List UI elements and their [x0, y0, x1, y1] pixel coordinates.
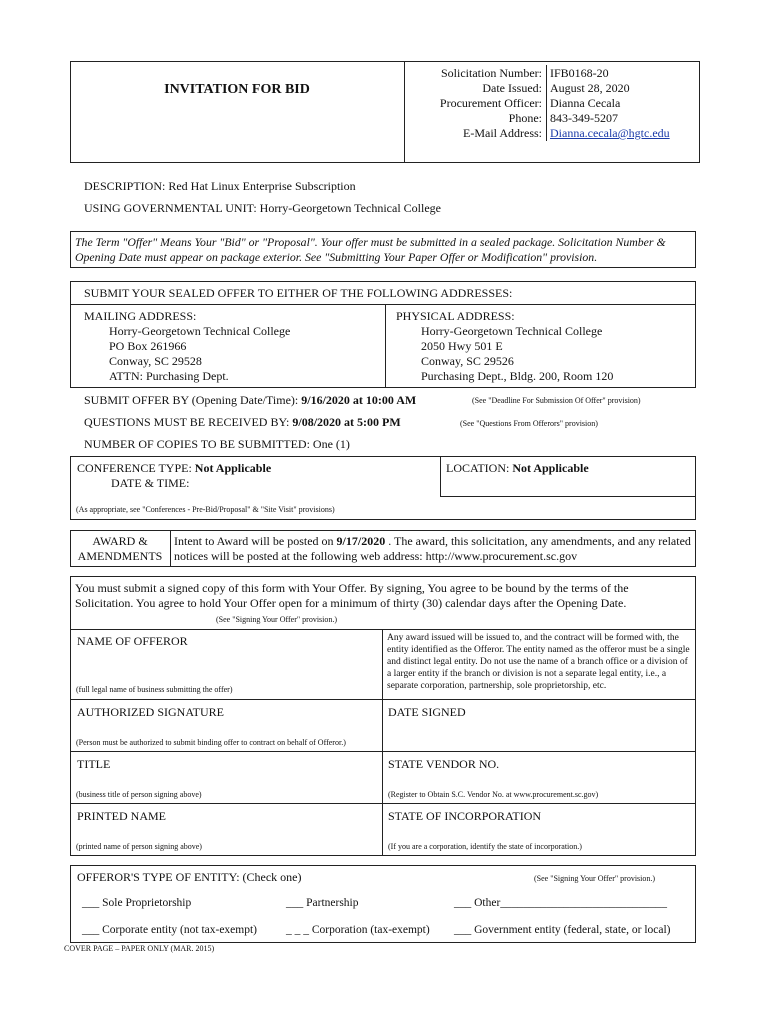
email-link[interactable]: Dianna.cecala@hgtc.edu: [550, 126, 670, 140]
address-heading: SUBMIT YOUR SEALED OFFER TO EITHER OF THE FOLLOWING ADDRESSES:: [84, 286, 513, 300]
phone-value: 843-349-5207: [550, 111, 618, 125]
option-corporation-tax-exempt[interactable]: _ _ _ Corporation (tax-exempt): [286, 924, 430, 936]
questions-label: QUESTIONS MUST BE RECEIVED BY:: [84, 415, 293, 429]
offeror-name-label: NAME OF OFFEROR: [77, 634, 188, 648]
submit-offer-note: (See "Deadline For Submission Of Offer" provision): [472, 396, 641, 405]
conference-location: [446, 461, 589, 476]
award-text-post: . The award, this solicitation, any amendments, and any related notices will be posted at the following web address: http://www.procurement.sc.gov: [174, 534, 691, 563]
printed-name-note: (printed name of person signing above): [76, 842, 202, 851]
physical-address-line: 2050 Hwy 501 E: [421, 339, 503, 353]
submit-offer-date: 9/16/2020 at 10:00 AM: [301, 393, 417, 407]
submit-offer-by: [84, 393, 416, 408]
vendor-number-note: (Register to Obtain S.C. Vendor No. at www.procurement.sc.gov): [388, 790, 599, 799]
signing-intro-note: (See "Signing Your Offer" provision.): [216, 615, 338, 624]
incorporation-label: STATE OF INCORPORATION: [388, 809, 542, 823]
header-value-divider: [546, 65, 547, 141]
date-signed-label: DATE SIGNED: [388, 705, 466, 719]
solicitation-number-value: IFB0168-20: [550, 66, 609, 80]
physical-address-line: Horry-Georgetown Technical College: [421, 324, 603, 338]
title-label: TITLE: [77, 757, 111, 771]
mailing-address-label: MAILING ADDRESS:: [84, 309, 197, 323]
mailing-address-line: ATTN: Purchasing Dept.: [109, 369, 229, 383]
questions-note: (See "Questions From Offerors" provision): [460, 419, 598, 428]
description: DESCRIPTION: Red Hat Linux Enterprise Subscription: [84, 179, 356, 193]
incorporation-note: (If you are a corporation, identify the state of incorporation.): [388, 842, 582, 851]
mailing-address-line: Conway, SC 29528: [109, 354, 202, 368]
signing-intro: You must submit a signed copy of this form with Your Offer. By signing, You agree to be bound by the terms of the Solicitation. You agree to hold Your Offer open for a minimum of thirty (30) calendar days after the Opening Date.: [75, 581, 629, 610]
printed-name-label: PRINTED NAME: [77, 809, 166, 823]
award-date: 9/17/2020: [336, 534, 386, 548]
footer: COVER PAGE – PAPER ONLY (MAR. 2015): [64, 944, 215, 953]
award-label-line1: AWARD &: [92, 534, 148, 548]
location-value: Not Applicable: [512, 461, 589, 475]
conference-type: [77, 461, 271, 476]
questions-by: [84, 415, 401, 430]
title-note: (business title of person signing above): [76, 790, 202, 799]
questions-date: 9/08/2020 at 5:00 PM: [292, 415, 401, 429]
award-divider: [170, 530, 171, 567]
option-partnership[interactable]: ___ Partnership: [286, 897, 359, 909]
option-sole-proprietorship[interactable]: ___ Sole Proprietorship: [82, 897, 192, 909]
physical-address-label: PHYSICAL ADDRESS:: [396, 309, 515, 323]
document-title: INVITATION FOR BID: [164, 82, 310, 97]
physical-address-line: Purchasing Dept., Bldg. 200, Room 120: [421, 369, 614, 383]
option-corporate-entity[interactable]: ___ Corporate entity (not tax-exempt): [82, 924, 258, 936]
offer-notice: The Term "Offer" Means Your "Bid" or "Proposal". Your offer must be submitted in a sealed package. Solicitation Number & Opening Date must appear on package exterior. See "Submitting Your Paper Offer or Modification" provision.: [75, 235, 666, 264]
offeror-name-note: (full legal name of business submitting the offer): [76, 685, 233, 694]
date-issued-value: August 28, 2020: [550, 81, 630, 95]
phone-label: Phone:: [508, 111, 542, 125]
number-of-copies: NUMBER OF COPIES TO BE SUBMITTED: One (1): [84, 437, 350, 451]
signing-divider: [382, 629, 383, 856]
option-other[interactable]: ___ Other_____________________________: [454, 897, 668, 909]
address-heading-rule: [70, 304, 696, 305]
entity-text: Any award issued will be issued to, and the contract will be formed with, the entity identified as the Offeror. The entity named as the offeror must be a single and distinct legal entity. Do not use the name of a branch office or a division of a larger entity if the branch or division is not a separate legal entity, i.e., a separate corporation, partnership, sole proprietorship, etc.: [387, 633, 690, 691]
conference-datetime-label: DATE & TIME:: [111, 476, 190, 490]
award-label: [70, 534, 170, 564]
submit-offer-label: SUBMIT OFFER BY (Opening Date/Time):: [84, 393, 302, 407]
entity-type-heading: OFFEROR'S TYPE OF ENTITY: (Check one): [77, 870, 302, 884]
signing-rule-3: [70, 751, 696, 752]
signing-rule-4: [70, 803, 696, 804]
conference-type-label: CONFERENCE TYPE:: [77, 461, 195, 475]
award-label-line2: AMENDMENTS: [77, 549, 163, 563]
governmental-unit: USING GOVERNMENTAL UNIT: Horry-Georgetown Technical College: [84, 201, 441, 215]
procurement-officer-value: Dianna Cecala: [550, 96, 621, 110]
mailing-address-line: Horry-Georgetown Technical College: [109, 324, 291, 338]
date-issued-label: Date Issued:: [482, 81, 542, 95]
signing-rule-2: [70, 699, 696, 700]
solicitation-number-label: Solicitation Number:: [441, 66, 542, 80]
conference-note: (As appropriate, see "Conferences - Pre-Bid/Proposal" & "Site Visit" provisions): [76, 505, 335, 514]
procurement-officer-label: Procurement Officer:: [439, 96, 542, 110]
signature-note: (Person must be authorized to submit binding offer to contract on behalf of Offeror.): [76, 738, 346, 747]
award-text: [174, 534, 694, 564]
conference-type-value: Not Applicable: [194, 461, 272, 475]
signature-label: AUTHORIZED SIGNATURE: [77, 705, 224, 719]
conference-rule: [440, 496, 696, 497]
mailing-address-line: PO Box 261966: [109, 339, 187, 353]
conference-divider: [440, 456, 441, 496]
email-label: E-Mail Address:: [463, 126, 542, 140]
physical-address-line: Conway, SC 29526: [421, 354, 514, 368]
vendor-number-label: STATE VENDOR NO.: [388, 757, 500, 771]
address-divider: [385, 304, 386, 388]
location-label: LOCATION:: [446, 461, 513, 475]
award-text-pre: Intent to Award will be posted on: [174, 534, 337, 548]
signing-rule-1: [70, 629, 696, 630]
entity-type-note: (See "Signing Your Offer" provision.): [534, 874, 656, 883]
option-government-entity[interactable]: ___ Government entity (federal, state, or local): [454, 924, 671, 936]
header-divider: [404, 61, 405, 163]
